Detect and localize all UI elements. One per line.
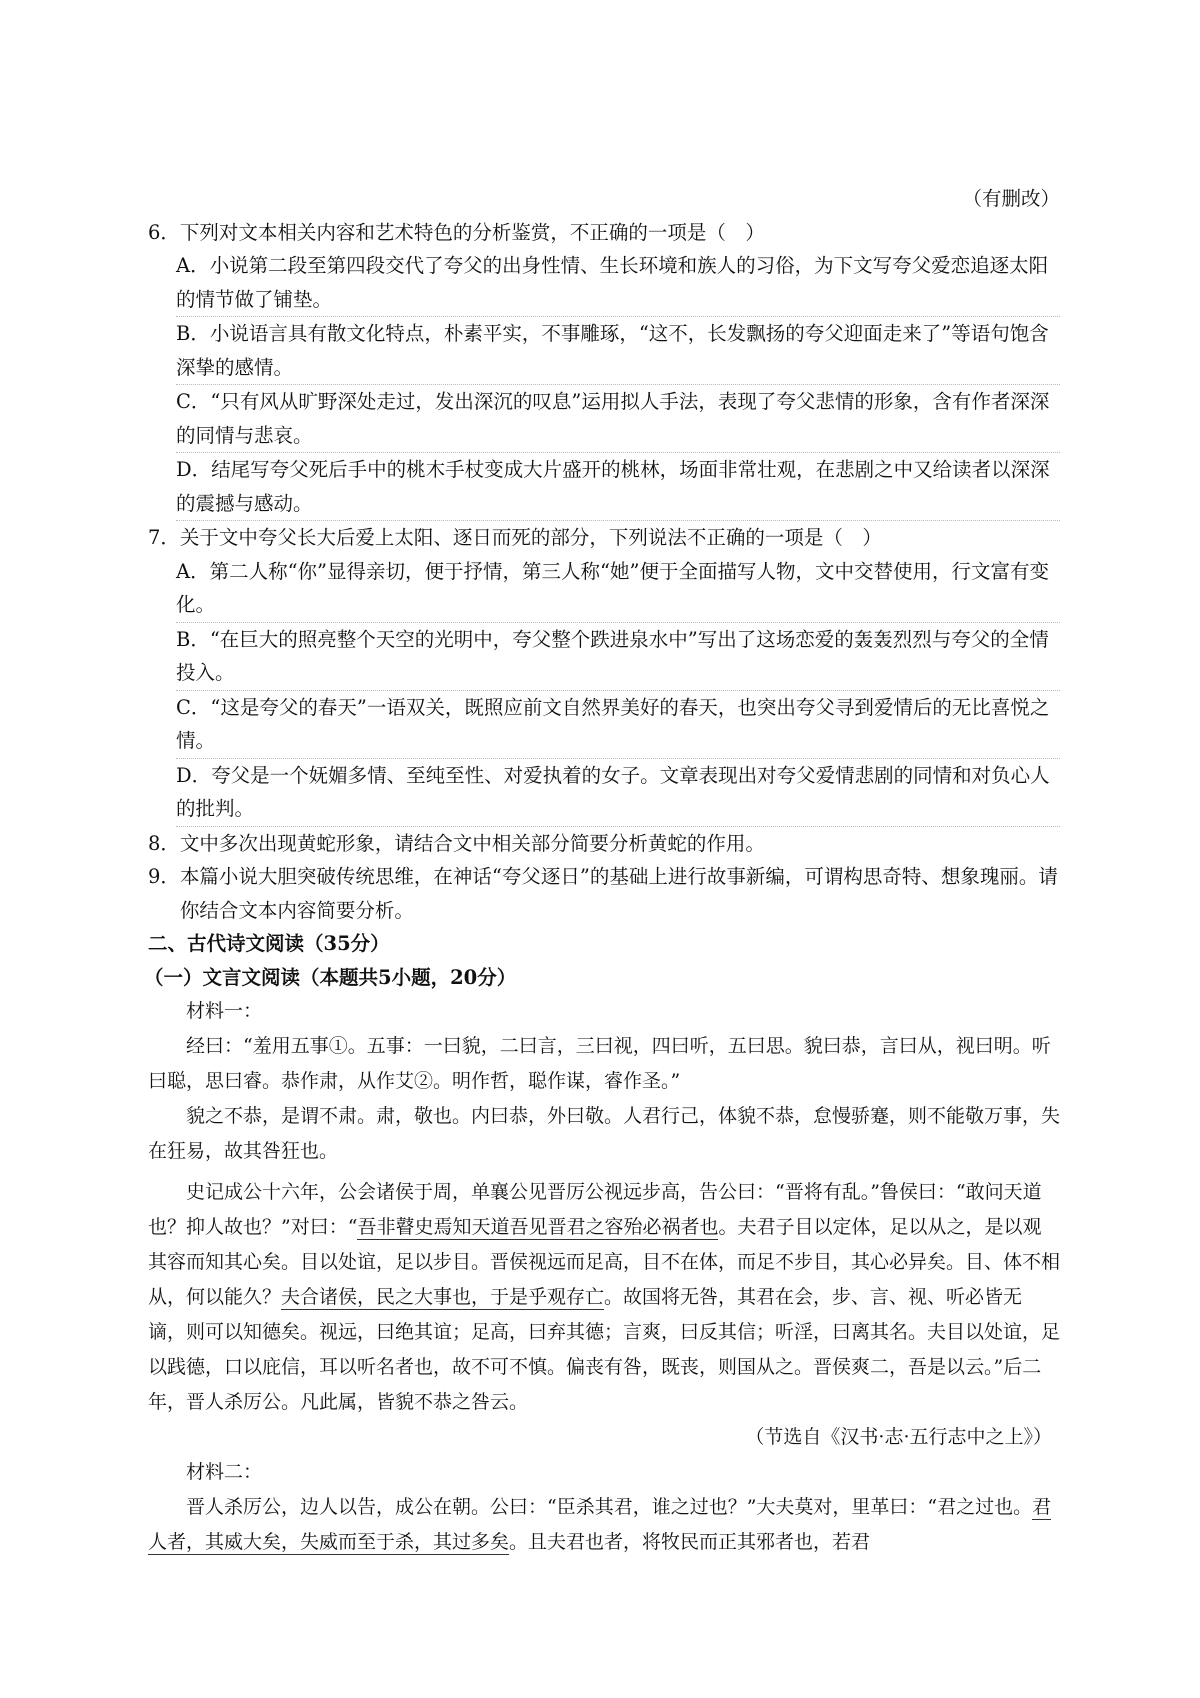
passage-paragraph: 晋人杀厉公，边人以告，成公在朝。公曰：“臣杀其君，谁之过也？”大夫莫对，里革曰：“君之过也。君人者，其威大矣，失威而至于杀，其过多矣。且夫君也者，将牧民而正其邪者也，若君 — [148, 1496, 1052, 1553]
passage-paragraph: 貌之不恭，是谓不肃。肃，敬也。内曰恭，外曰敬。人君行己，体貌不恭，怠慢骄蹇，则不能敬万事，失在狂易，故其咎狂也。 — [148, 1105, 1061, 1162]
subsection-title: （一）文言文阅读（本题共5小题，20分） — [144, 965, 517, 989]
section-title: 二、古代诗文阅读（35分） — [148, 932, 390, 955]
option-a: A．第二人称“你”显得亲切，便于抒情，第三人称“她”便于全面描写人物，文中交替使用，行文富有变化。 — [176, 555, 1060, 623]
question-number: 9． — [148, 865, 180, 888]
material-label: 材料二： — [186, 1461, 263, 1483]
exam-page — [144, 182, 1061, 1560]
question-8 — [148, 827, 1060, 861]
underlined-sentence: 君人者，其威大矣，失威而至于杀，其过多矣 — [148, 1496, 1052, 1553]
option-d: D．夸父是一个妩媚多情、至纯至性、对爱执着的女子。文章表现出对夸父爱情悲剧的同情和对负心人的批判。 — [176, 759, 1060, 827]
material-two — [148, 1455, 1060, 1560]
passage-paragraph: 史记成公十六年，公会诸侯于周，单襄公见晋厉公视远步高，告公曰：“晋将有乱。”鲁侯曰：“敢问天道也？抑人故也？”对曰：“吾非瞽史焉知天道吾见晋君之容殆必祸者也。夫君子目以定体，足以从之，是以观其容而知其心矣。目以处谊，足以步目。晋侯视远而足高，目不在体，而足不步目，其心必异矣。目、体不相从，何以能久？夫合诸侯，民之大事也，于是乎观存亡。故国将无咎，其君在会，步、言、视、听必皆无谪，则可以知德矣。视远，曰绝其谊；足高，曰弃其德；言爽，曰反其信；听淫，曰离其名。夫目以处谊，足以践德，口以庇信，耳以听名者也，故不可不慎。偏丧有咎，既丧，则国从之。晋侯爽二，吾是以云。”后二年，晋人杀厉公。凡此属，皆貌不恭之咎云。 — [148, 1181, 1061, 1413]
question-7 — [148, 521, 1060, 827]
source-citation: （节选自《汉书·志·五行志中之上》） — [745, 1426, 1052, 1448]
material-one — [148, 994, 1060, 1455]
underlined-sentence: 吾非瞽史焉知天道吾见晋君之容殆必祸者也 — [357, 1216, 719, 1238]
revision-note: （有删改） — [962, 187, 1060, 210]
question-number: 8． — [148, 831, 180, 855]
question-number: 7． — [148, 526, 180, 549]
question-stem: 下列对文本相关内容和艺术特色的分析鉴赏，不正确的一项是（ ） — [179, 220, 765, 244]
option-a: A．小说第二段至第四段交代了夸父的出身性情、生长环境和族人的习俗，为下文写夸父爱恋追逐太阳的情节做了铺垫。 — [176, 249, 1060, 317]
question-number: 6． — [148, 220, 180, 244]
option-d: D．结尾写夸父死后手中的桃木手杖变成大片盛开的桃林，场面非常壮观，在悲剧之中又给读者以深深的震撼与感动。 — [176, 453, 1060, 521]
option-b: B．“在巨大的照亮整个天空的光明中，夸父整个跌进泉水中”写出了这场恋爱的轰轰烈烈与夸父的全情投入。 — [176, 623, 1060, 691]
option-c: C．“只有风从旷野深处走过，发出深沉的叹息”运用拟人手法，表现了夸父悲情的形象，含有作者深深的同情与悲哀。 — [176, 385, 1060, 453]
material-label: 材料一： — [186, 1000, 263, 1022]
question-9 — [148, 860, 1060, 927]
question-6 — [148, 216, 1060, 522]
question-stem: 本篇小说大胆突破传统思维，在神话“夸父逐日”的基础上进行故事新编，可谓构思奇特、想象瑰丽。请你结合文本内容简要分析。 — [179, 865, 1058, 922]
option-c: C．“这是夸父的春天”一语双关，既照应前文自然界美好的春天，也突出夸父寻到爱情后的无比喜悦之情。 — [176, 691, 1060, 759]
question-stem: 文中多次出现黄蛇形象，请结合文中相关部分简要分析黄蛇的作用。 — [179, 831, 765, 855]
passage-paragraph: 经曰：“羞用五事①。五事：一曰貌，二曰言，三曰视，四曰听，五曰思。貌曰恭，言曰从，视曰明。听曰聪，思曰睿。恭作肃，从作艾②。明作哲，聪作谋，睿作圣。” — [148, 1035, 1051, 1092]
underlined-sentence: 夫合诸侯，民之大事也，于是乎观存亡 — [281, 1286, 605, 1308]
question-stem: 关于文中夸父长大后爱上太阳、逐日而死的部分，下列说法不正确的一项是（ ） — [179, 526, 882, 549]
option-b: B．小说语言具有散文化特点，朴素平实，不事雕琢，“这不，长发飘扬的夸父迎面走来了”等语句饱含深挚的感情。 — [176, 317, 1060, 385]
